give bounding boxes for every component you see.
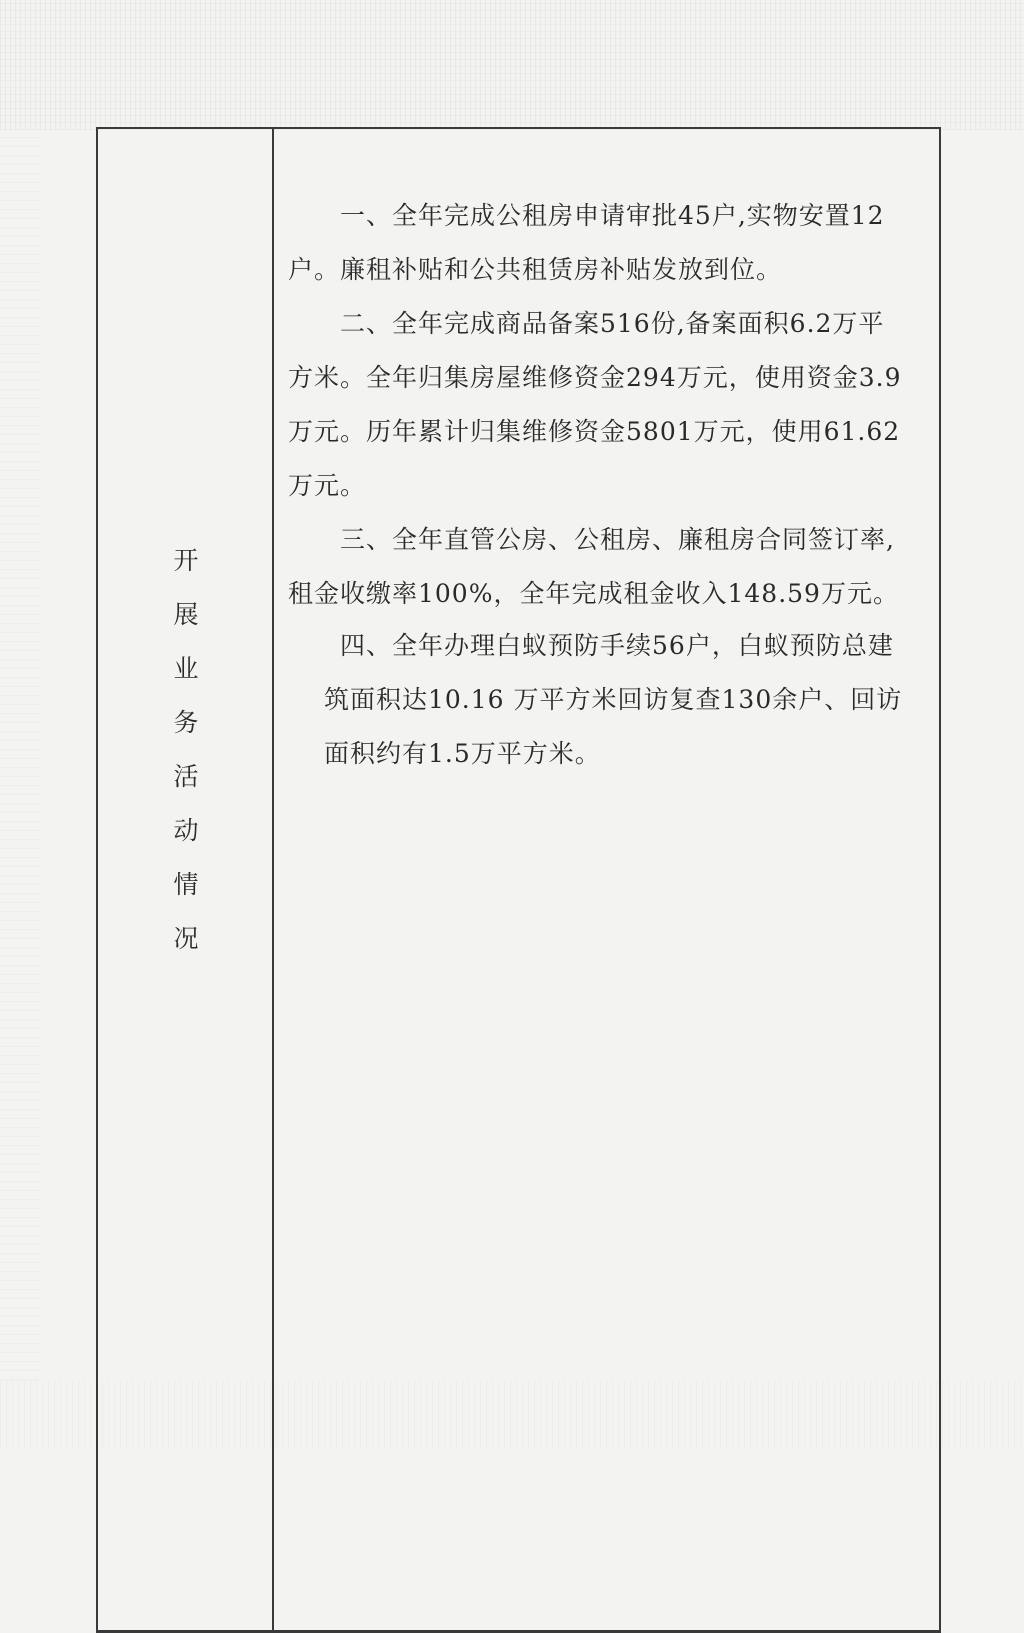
scan-noise-top	[0, 0, 1024, 130]
label-cell	[98, 129, 274, 1630]
paragraph-3	[288, 513, 899, 621]
text-line: 一、全年完成公租房申请审批45户,实物安置12	[340, 201, 885, 230]
form-table	[96, 127, 941, 1633]
text-line: 三、全年直管公房、公租房、廉租房合同签订率,	[340, 525, 895, 554]
paragraph-1	[288, 189, 885, 297]
text-line: 万元。历年累计归集维修资金5801万元，使用61.62	[288, 417, 901, 446]
label-char: 业	[173, 654, 199, 683]
text-line: 四、全年办理白蚁预防手续56户，白蚁预防总建	[340, 631, 894, 660]
label-char: 情	[173, 870, 199, 899]
text-line: 面积约有1.5万平方米。	[324, 739, 601, 768]
text-line: 方米。全年归集房屋维修资金294万元，使用资金3.9	[288, 363, 902, 392]
label-char: 务	[173, 708, 199, 737]
label-char: 动	[173, 816, 199, 845]
text-line: 户。廉租补贴和公共租赁房补贴发放到位。	[288, 255, 783, 284]
scan-noise-left	[0, 130, 40, 1380]
text-line: 二、全年完成商品备案516份,备案面积6.2万平	[340, 309, 885, 338]
section-label	[168, 534, 204, 966]
label-char: 活	[173, 762, 199, 791]
label-char: 展	[173, 600, 199, 629]
text-line: 筑面积达10.16 万平方米回访复查130余户、回访	[324, 685, 903, 714]
label-char: 况	[173, 924, 199, 953]
text-line: 租金收缴率100%，全年完成租金收入148.59万元。	[288, 579, 899, 608]
label-char: 开	[173, 546, 199, 575]
content-cell	[274, 129, 939, 1630]
text-line: 万元。	[288, 471, 367, 500]
paragraph-2	[288, 297, 901, 513]
paragraph-4	[324, 619, 902, 781]
